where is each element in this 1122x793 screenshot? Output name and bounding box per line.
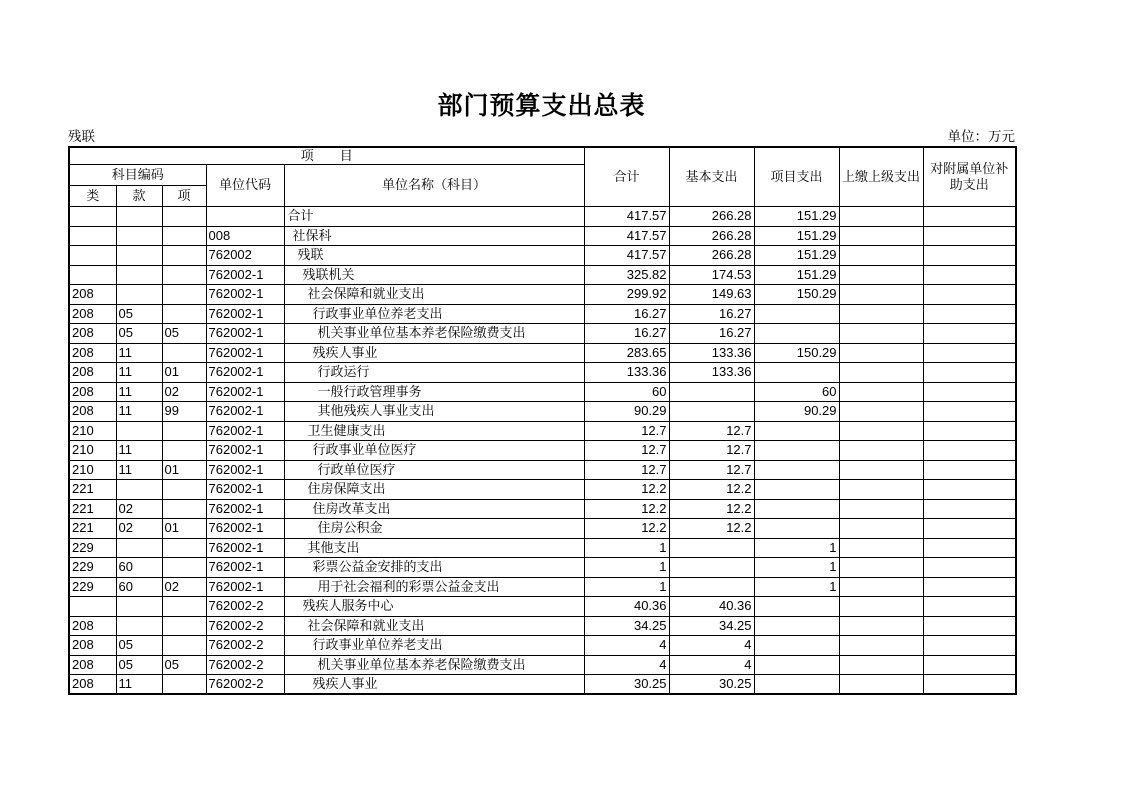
cell-unit-code: 762002-1 (206, 421, 284, 441)
cell-item-code (162, 558, 206, 578)
header-class: 类 (69, 186, 116, 207)
table-row (69, 363, 1016, 383)
cell-upper-level-expenditure (839, 324, 923, 344)
cell-section-code: 02 (116, 499, 162, 519)
cell-upper-level-expenditure (839, 597, 923, 617)
cell-subsidy-expenditure (923, 538, 1016, 558)
cell-total: 12.2 (584, 519, 669, 539)
cell-subsidy-expenditure (923, 558, 1016, 578)
cell-class-code: 221 (69, 499, 116, 519)
cell-unit-name: 其他支出 (284, 538, 584, 558)
cell-total: 417.57 (584, 207, 669, 227)
cell-subsidy-expenditure (923, 246, 1016, 266)
cell-total: 30.25 (584, 675, 669, 695)
cell-unit-name: 卫生健康支出 (284, 421, 584, 441)
cell-section-code (116, 285, 162, 305)
cell-item-code: 05 (162, 655, 206, 675)
cell-total: 1 (584, 538, 669, 558)
cell-class-code: 210 (69, 421, 116, 441)
cell-total: 283.65 (584, 343, 669, 363)
cell-item-code (162, 343, 206, 363)
cell-unit-name: 用于社会福利的彩票公益金支出 (284, 577, 584, 597)
cell-unit-name: 社保科 (284, 226, 584, 246)
org-label: 残联 (68, 128, 95, 144)
table-row (69, 538, 1016, 558)
cell-section-code: 11 (116, 675, 162, 695)
cell-item-code: 01 (162, 363, 206, 383)
cell-item-code (162, 636, 206, 656)
cell-subsidy-expenditure (923, 597, 1016, 617)
cell-project-expenditure (754, 499, 839, 519)
cell-item-code (162, 499, 206, 519)
cell-class-code: 208 (69, 636, 116, 656)
cell-item-code (162, 597, 206, 617)
header-section: 款 (116, 186, 162, 207)
cell-total: 299.92 (584, 285, 669, 305)
cell-unit-name: 住房保障支出 (284, 480, 584, 500)
cell-unit-code: 762002-1 (206, 558, 284, 578)
cell-class-code: 210 (69, 460, 116, 480)
cell-section-code (116, 246, 162, 266)
cell-unit-code: 762002-2 (206, 655, 284, 675)
cell-total: 12.2 (584, 480, 669, 500)
cell-unit-name: 残联 (284, 246, 584, 266)
cell-unit-name: 住房改革支出 (284, 499, 584, 519)
cell-unit-name: 其他残疾人事业支出 (284, 402, 584, 422)
cell-upper-level-expenditure (839, 499, 923, 519)
cell-unit-name: 行政运行 (284, 363, 584, 383)
cell-subsidy-expenditure (923, 304, 1016, 324)
cell-total: 1 (584, 558, 669, 578)
cell-item-code (162, 480, 206, 500)
cell-unit-code: 762002-1 (206, 265, 284, 285)
cell-unit-name: 残疾人事业 (284, 343, 584, 363)
cell-subsidy-expenditure (923, 616, 1016, 636)
cell-unit-code: 762002-2 (206, 616, 284, 636)
cell-item-code (162, 538, 206, 558)
cell-basic-expenditure (669, 382, 754, 402)
cell-upper-level-expenditure (839, 480, 923, 500)
cell-class-code: 221 (69, 480, 116, 500)
table-row (69, 499, 1016, 519)
cell-basic-expenditure: 40.36 (669, 597, 754, 617)
cell-class-code: 229 (69, 558, 116, 578)
cell-upper-level-expenditure (839, 655, 923, 675)
header-unit-name: 单位名称（科目） (284, 165, 584, 207)
table-row (69, 265, 1016, 285)
cell-unit-name: 一般行政管理事务 (284, 382, 584, 402)
cell-total: 325.82 (584, 265, 669, 285)
cell-class-code (69, 597, 116, 617)
cell-section-code (116, 265, 162, 285)
cell-upper-level-expenditure (839, 363, 923, 383)
cell-basic-expenditure: 266.28 (669, 207, 754, 227)
table-row (69, 636, 1016, 656)
cell-unit-code: 762002-1 (206, 363, 284, 383)
cell-subsidy-expenditure (923, 519, 1016, 539)
cell-section-code: 11 (116, 363, 162, 383)
cell-subsidy-expenditure (923, 265, 1016, 285)
cell-class-code (69, 226, 116, 246)
cell-basic-expenditure (669, 538, 754, 558)
header-total: 合计 (584, 147, 669, 207)
unit-label: 单位：万元 (947, 128, 1015, 144)
cell-subsidy-expenditure (923, 460, 1016, 480)
cell-project-expenditure: 1 (754, 558, 839, 578)
cell-project-expenditure: 60 (754, 382, 839, 402)
cell-basic-expenditure: 30.25 (669, 675, 754, 695)
cell-subsidy-expenditure (923, 207, 1016, 227)
cell-subsidy-expenditure (923, 382, 1016, 402)
cell-unit-name: 机关事业单位基本养老保险缴费支出 (284, 655, 584, 675)
cell-upper-level-expenditure (839, 636, 923, 656)
cell-project-expenditure (754, 675, 839, 695)
cell-unit-code: 762002 (206, 246, 284, 266)
cell-basic-expenditure: 266.28 (669, 226, 754, 246)
cell-total: 12.2 (584, 499, 669, 519)
cell-unit-code: 762002-2 (206, 636, 284, 656)
cell-project-expenditure (754, 636, 839, 656)
cell-unit-name: 行政事业单位养老支出 (284, 636, 584, 656)
cell-subsidy-expenditure (923, 285, 1016, 305)
cell-basic-expenditure: 12.7 (669, 421, 754, 441)
cell-unit-name: 机关事业单位基本养老保险缴费支出 (284, 324, 584, 344)
cell-unit-code: 762002-1 (206, 285, 284, 305)
cell-upper-level-expenditure (839, 265, 923, 285)
cell-item-code (162, 207, 206, 227)
cell-item-code: 02 (162, 382, 206, 402)
cell-project-expenditure: 150.29 (754, 343, 839, 363)
cell-project-expenditure (754, 655, 839, 675)
cell-unit-name: 行政单位医疗 (284, 460, 584, 480)
cell-subsidy-expenditure (923, 421, 1016, 441)
cell-class-code: 208 (69, 285, 116, 305)
header-subject-code-group: 科目编码 (69, 165, 206, 186)
cell-unit-code: 762002-1 (206, 519, 284, 539)
cell-upper-level-expenditure (839, 519, 923, 539)
meta-row (68, 125, 1015, 146)
cell-total: 40.36 (584, 597, 669, 617)
cell-unit-code: 008 (206, 226, 284, 246)
table-row (69, 558, 1016, 578)
table-row (69, 402, 1016, 422)
cell-total: 12.7 (584, 460, 669, 480)
cell-subsidy-expenditure (923, 343, 1016, 363)
cell-project-expenditure (754, 421, 839, 441)
cell-basic-expenditure: 133.36 (669, 343, 754, 363)
cell-subsidy-expenditure (923, 480, 1016, 500)
cell-item-code (162, 675, 206, 695)
cell-upper-level-expenditure (839, 421, 923, 441)
table-row (69, 285, 1016, 305)
table-row (69, 597, 1016, 617)
cell-section-code (116, 616, 162, 636)
cell-class-code: 229 (69, 577, 116, 597)
cell-unit-name: 行政事业单位养老支出 (284, 304, 584, 324)
cell-total: 34.25 (584, 616, 669, 636)
cell-subsidy-expenditure (923, 441, 1016, 461)
cell-upper-level-expenditure (839, 577, 923, 597)
cell-unit-name: 住房公积金 (284, 519, 584, 539)
cell-upper-level-expenditure (839, 246, 923, 266)
table-row (69, 480, 1016, 500)
cell-subsidy-expenditure (923, 636, 1016, 656)
cell-unit-code: 762002-1 (206, 499, 284, 519)
table-row (69, 324, 1016, 344)
cell-class-code: 208 (69, 402, 116, 422)
cell-upper-level-expenditure (839, 616, 923, 636)
cell-class-code (69, 246, 116, 266)
cell-class-code: 208 (69, 655, 116, 675)
cell-item-code: 99 (162, 402, 206, 422)
cell-upper-level-expenditure (839, 402, 923, 422)
table-row (69, 343, 1016, 363)
cell-upper-level-expenditure (839, 538, 923, 558)
cell-section-code: 05 (116, 655, 162, 675)
table-row (69, 421, 1016, 441)
cell-item-code (162, 616, 206, 636)
cell-section-code: 11 (116, 382, 162, 402)
header-basic-expenditure: 基本支出 (669, 147, 754, 207)
cell-basic-expenditure: 12.2 (669, 480, 754, 500)
cell-section-code: 05 (116, 636, 162, 656)
header-unit-code: 单位代码 (206, 165, 284, 207)
cell-section-code (116, 480, 162, 500)
cell-total: 90.29 (584, 402, 669, 422)
cell-total: 417.57 (584, 226, 669, 246)
cell-project-expenditure (754, 597, 839, 617)
cell-project-expenditure: 151.29 (754, 207, 839, 227)
cell-class-code: 229 (69, 538, 116, 558)
cell-section-code (116, 207, 162, 227)
cell-upper-level-expenditure (839, 226, 923, 246)
cell-total: 133.36 (584, 363, 669, 383)
cell-upper-level-expenditure (839, 304, 923, 324)
cell-section-code: 11 (116, 441, 162, 461)
cell-upper-level-expenditure (839, 441, 923, 461)
cell-basic-expenditure (669, 558, 754, 578)
cell-total: 16.27 (584, 324, 669, 344)
cell-total: 12.7 (584, 421, 669, 441)
cell-basic-expenditure: 4 (669, 655, 754, 675)
cell-project-expenditure: 150.29 (754, 285, 839, 305)
table-row (69, 207, 1016, 227)
cell-total: 4 (584, 655, 669, 675)
header-item: 项 (162, 186, 206, 207)
cell-upper-level-expenditure (839, 285, 923, 305)
cell-project-expenditure (754, 480, 839, 500)
cell-unit-name: 残疾人服务中心 (284, 597, 584, 617)
cell-subsidy-expenditure (923, 226, 1016, 246)
table-row (69, 246, 1016, 266)
cell-item-code: 01 (162, 460, 206, 480)
cell-basic-expenditure: 34.25 (669, 616, 754, 636)
cell-total: 12.7 (584, 441, 669, 461)
cell-unit-name: 合计 (284, 207, 584, 227)
cell-project-expenditure: 90.29 (754, 402, 839, 422)
cell-upper-level-expenditure (839, 343, 923, 363)
cell-unit-name: 社会保障和就业支出 (284, 616, 584, 636)
table-row (69, 519, 1016, 539)
cell-section-code (116, 538, 162, 558)
cell-unit-code: 762002-1 (206, 324, 284, 344)
table-body (69, 207, 1016, 695)
cell-upper-level-expenditure (839, 382, 923, 402)
cell-basic-expenditure: 4 (669, 636, 754, 656)
table-row (69, 460, 1016, 480)
cell-subsidy-expenditure (923, 363, 1016, 383)
table-row (69, 577, 1016, 597)
cell-basic-expenditure: 12.2 (669, 519, 754, 539)
cell-basic-expenditure: 12.2 (669, 499, 754, 519)
cell-section-code: 05 (116, 304, 162, 324)
header-upper-level-expenditure: 上缴上级支出 (839, 147, 923, 207)
cell-basic-expenditure: 133.36 (669, 363, 754, 383)
cell-project-expenditure (754, 616, 839, 636)
cell-subsidy-expenditure (923, 675, 1016, 695)
cell-unit-code: 762002-1 (206, 343, 284, 363)
cell-total: 60 (584, 382, 669, 402)
cell-unit-code: 762002-1 (206, 382, 284, 402)
cell-class-code (69, 207, 116, 227)
header-project-group: 项 目 (69, 147, 584, 165)
cell-unit-name: 彩票公益金安排的支出 (284, 558, 584, 578)
cell-basic-expenditure (669, 577, 754, 597)
cell-project-expenditure (754, 363, 839, 383)
cell-basic-expenditure: 149.63 (669, 285, 754, 305)
cell-unit-name: 残疾人事业 (284, 675, 584, 695)
cell-unit-code (206, 207, 284, 227)
cell-unit-code: 762002-2 (206, 597, 284, 617)
cell-section-code (116, 597, 162, 617)
cell-subsidy-expenditure (923, 499, 1016, 519)
cell-class-code: 208 (69, 324, 116, 344)
cell-total: 4 (584, 636, 669, 656)
cell-project-expenditure (754, 519, 839, 539)
cell-item-code (162, 304, 206, 324)
cell-class-code: 210 (69, 441, 116, 461)
table-row (69, 675, 1016, 695)
table-row (69, 655, 1016, 675)
cell-section-code (116, 226, 162, 246)
cell-section-code: 11 (116, 343, 162, 363)
cell-section-code: 02 (116, 519, 162, 539)
cell-item-code (162, 421, 206, 441)
table-row (69, 616, 1016, 636)
cell-total: 417.57 (584, 246, 669, 266)
cell-subsidy-expenditure (923, 577, 1016, 597)
cell-item-code: 02 (162, 577, 206, 597)
cell-unit-code: 762002-1 (206, 577, 284, 597)
cell-upper-level-expenditure (839, 207, 923, 227)
cell-total: 1 (584, 577, 669, 597)
cell-basic-expenditure: 174.53 (669, 265, 754, 285)
cell-class-code: 208 (69, 675, 116, 695)
cell-item-code: 01 (162, 519, 206, 539)
cell-unit-code: 762002-1 (206, 538, 284, 558)
cell-upper-level-expenditure (839, 460, 923, 480)
cell-class-code: 208 (69, 343, 116, 363)
cell-upper-level-expenditure (839, 558, 923, 578)
cell-unit-code: 762002-2 (206, 675, 284, 695)
cell-section-code (116, 421, 162, 441)
cell-class-code (69, 265, 116, 285)
table-row (69, 441, 1016, 461)
cell-section-code: 60 (116, 577, 162, 597)
cell-total: 16.27 (584, 304, 669, 324)
table-row (69, 226, 1016, 246)
cell-subsidy-expenditure (923, 324, 1016, 344)
cell-item-code (162, 441, 206, 461)
table-row (69, 382, 1016, 402)
cell-unit-code: 762002-1 (206, 460, 284, 480)
cell-project-expenditure: 1 (754, 577, 839, 597)
cell-item-code (162, 285, 206, 305)
header-subsidy-expenditure: 对附属单位补助支出 (923, 147, 1016, 207)
cell-item-code (162, 226, 206, 246)
budget-table (68, 146, 1017, 696)
cell-class-code: 221 (69, 519, 116, 539)
cell-subsidy-expenditure (923, 655, 1016, 675)
cell-basic-expenditure: 12.7 (669, 441, 754, 461)
cell-basic-expenditure (669, 402, 754, 422)
page-title: 部门预算支出总表 (437, 92, 646, 120)
cell-project-expenditure: 1 (754, 538, 839, 558)
document-page (68, 0, 1015, 695)
cell-upper-level-expenditure (839, 675, 923, 695)
cell-unit-code: 762002-1 (206, 441, 284, 461)
cell-project-expenditure: 151.29 (754, 226, 839, 246)
cell-class-code: 208 (69, 363, 116, 383)
cell-unit-code: 762002-1 (206, 304, 284, 324)
cell-unit-name: 社会保障和就业支出 (284, 285, 584, 305)
cell-basic-expenditure: 12.7 (669, 460, 754, 480)
cell-class-code: 208 (69, 616, 116, 636)
cell-basic-expenditure: 266.28 (669, 246, 754, 266)
header-project-expenditure: 项目支出 (754, 147, 839, 207)
cell-item-code (162, 265, 206, 285)
cell-section-code: 11 (116, 460, 162, 480)
cell-project-expenditure (754, 441, 839, 461)
cell-item-code (162, 246, 206, 266)
cell-unit-name: 行政事业单位医疗 (284, 441, 584, 461)
cell-project-expenditure (754, 460, 839, 480)
cell-section-code: 05 (116, 324, 162, 344)
cell-subsidy-expenditure (923, 402, 1016, 422)
cell-unit-code: 762002-1 (206, 480, 284, 500)
cell-class-code: 208 (69, 382, 116, 402)
cell-basic-expenditure: 16.27 (669, 304, 754, 324)
cell-project-expenditure (754, 304, 839, 324)
cell-basic-expenditure: 16.27 (669, 324, 754, 344)
cell-item-code: 05 (162, 324, 206, 344)
cell-unit-name: 残联机关 (284, 265, 584, 285)
cell-project-expenditure: 151.29 (754, 265, 839, 285)
cell-unit-code: 762002-1 (206, 402, 284, 422)
cell-project-expenditure: 151.29 (754, 246, 839, 266)
cell-project-expenditure (754, 324, 839, 344)
cell-class-code: 208 (69, 304, 116, 324)
cell-section-code: 60 (116, 558, 162, 578)
table-row (69, 304, 1016, 324)
cell-section-code: 11 (116, 402, 162, 422)
